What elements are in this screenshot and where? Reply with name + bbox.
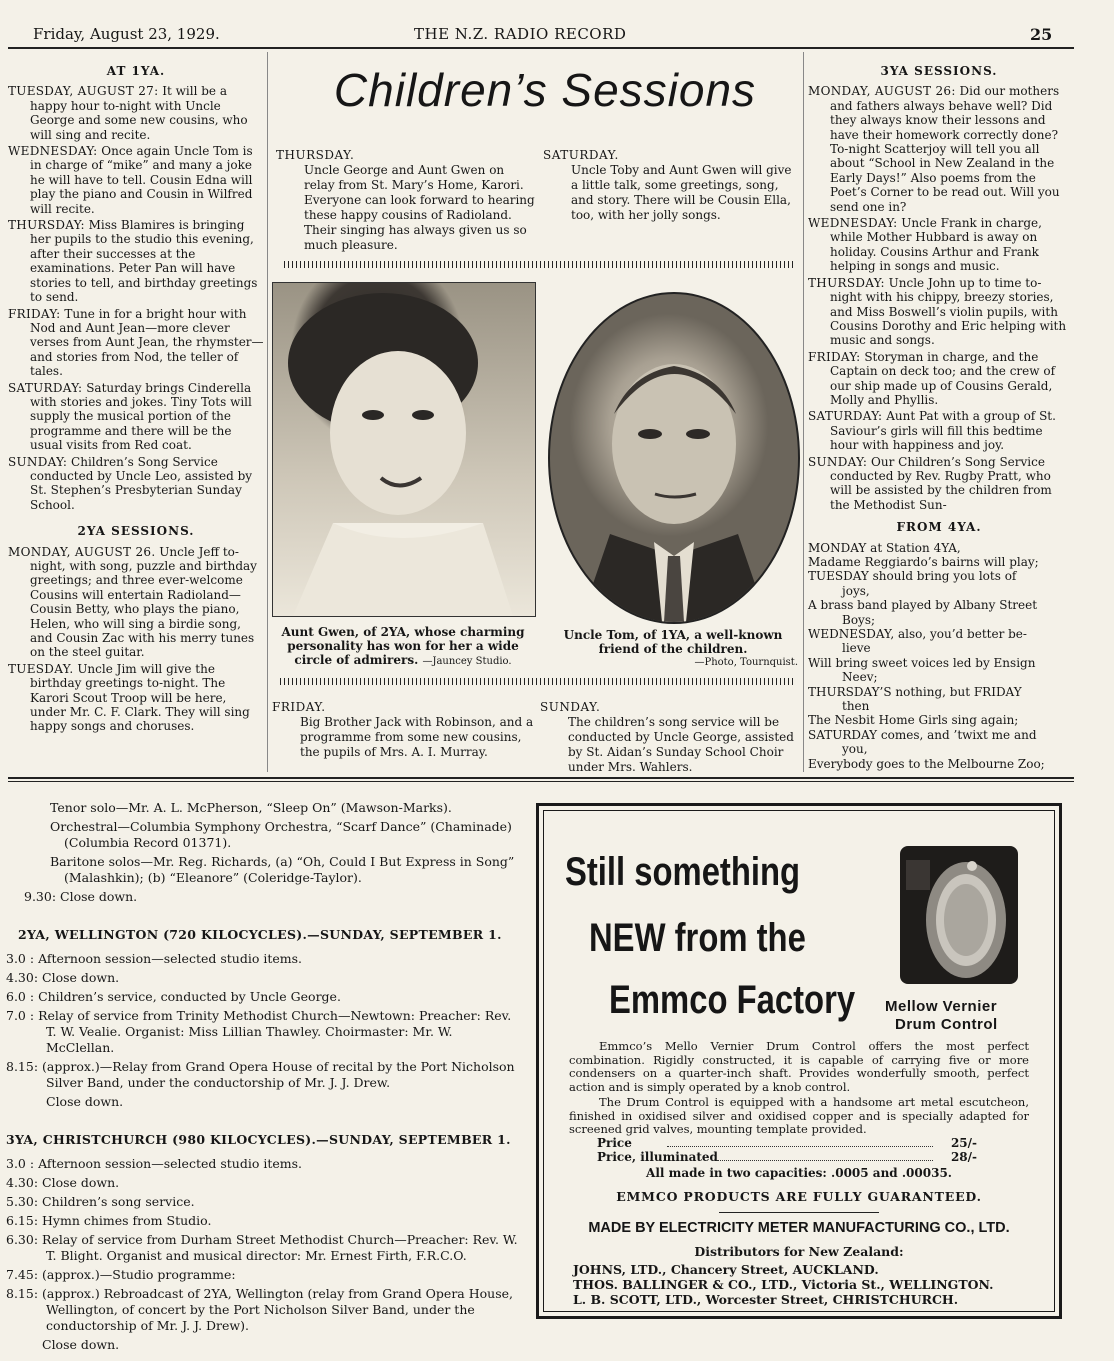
christchurch-items [6, 1156, 524, 1334]
entry-2ya-monday [8, 545, 264, 660]
entry-day: SUNDAY: [8, 454, 68, 469]
row-text: (approx.) Rebroadcast of 2YA, Wellington (relay from Grand Opera House, Wellington, of concert by the Port Nicholson Silver Band, under the conductorship of Mr. J. J. Drew). [42, 1286, 513, 1333]
price-value: 25/- [950, 1136, 977, 1150]
price-illuminated-label: Price, illuminated [597, 1150, 718, 1164]
entry-text: Miss Blamires is bringing her pupils to the studio this evening, after their successes at the examinations. Peter Pan will have stories to tell, and birthday greetings to send. [30, 218, 258, 305]
row-text: Close down. [42, 970, 120, 985]
photo-aunt-gwen [272, 282, 536, 617]
entry-text: Saturday brings Cinderella with stories and jokes. Tiny Tots will supply the musical portion of the programme and there will be the usual visits from Red coat. [30, 380, 252, 453]
entry-3ya-thursday [808, 276, 1070, 348]
entry-text: Children’s Song Service conducted by Uncle Leo, assisted by St. Stephen’s Presbyterian Sunday School. [30, 454, 253, 512]
row-text: Close down. [42, 1175, 120, 1190]
poem-line: Madame Reggiardo’s bairns will play; [808, 555, 1039, 569]
poem-line: Will bring sweet voices led by Ensign [808, 655, 1036, 670]
entry-1ya-wednesday [8, 144, 264, 216]
programme-row [6, 1175, 524, 1191]
entry-text: Uncle John up to time to-night with his chippy, breezy stories, and Miss Boswell’s violin pupils, with Cousins Dorothy and Eric helping with music and songs. [830, 275, 1067, 348]
entry-day: TUESDAY. [8, 661, 74, 676]
aunt-gwen-portrait-icon [273, 283, 535, 616]
caption-text: Uncle Tom, of 1YA, a well-known friend of the children. [563, 628, 783, 656]
programme-row [6, 1267, 524, 1283]
friday-label: FRIDAY. [272, 700, 326, 714]
poem-line: MONDAY at Station 4YA, [808, 540, 961, 555]
entry-day: MONDAY, AUGUST 26. [8, 544, 156, 559]
middle-sunday [540, 700, 802, 775]
right-column [808, 60, 1070, 771]
poem-line: TUESDAY should bring you lots of [808, 569, 1017, 584]
intro-programme-item: Tenor solo—Mr. A. L. McPherson, “Sleep On” (Mawson-Marks). [50, 800, 452, 815]
entry-day: WEDNESDAY: [808, 216, 898, 231]
row-time: 6.15: [6, 1213, 39, 1228]
price-illuminated-row [597, 1150, 977, 1164]
photo-uncle-tom [548, 292, 800, 624]
programme-row [6, 1194, 524, 1210]
ad-headline-2: NEW from the [589, 916, 806, 960]
row-time: 5.30: [6, 1194, 39, 1209]
programme-row [6, 951, 524, 967]
entry-text: Tune in for a bright hour with Nod and Aunt Jean—more clever verses from Aunt Jean, the rhymster—and stories from Nod, the teller of tales. [30, 306, 264, 379]
poem-line: THURSDAY’S nothing, but FRIDAY [808, 684, 1022, 699]
ad-headline-1: Still something [565, 850, 801, 894]
entry-1ya-saturday [8, 381, 264, 453]
entry-day: SATURDAY: [808, 409, 883, 424]
poem-line: The Nesbit Home Girls sing again; [808, 713, 1019, 728]
wellington-close: Close down. [46, 1094, 124, 1109]
row-time: 6.0 : [6, 989, 35, 1004]
ad-product-line-2: Drum Control [895, 1016, 998, 1033]
intro-programme-item: Baritone solos—Mr. Reg. Richards, (a) “Oh, Could I But Express in Song” (Malashkin); (b) “Eleanore” (Coleridge-Taylor). [50, 854, 515, 885]
entry-day: MONDAY, AUGUST 26: [808, 84, 956, 99]
middle-thursday [276, 148, 536, 253]
section-rule-2 [8, 781, 1074, 782]
row-text: (approx.)—Studio programme: [42, 1267, 236, 1282]
intro-programme-item: Orchestral—Columbia Symphony Orchestra, “Scarf Dance” (Chaminade) (Columbia Record 01371). [50, 819, 512, 850]
thursday-text: Uncle George and Aunt Gwen on relay from St. Mary’s Home, Karori. Everyone can look forward to hearing these happy cousins of Radioland. Their singing has always given us so much pleasure. [304, 163, 535, 252]
poem-line: Everybody goes to the Melbourne Zoo; [808, 756, 1045, 771]
wellington-heading: 2YA, WELLINGTON (720 KILOCYCLES).—SUNDAY, SEPTEMBER 1. [18, 927, 502, 942]
programme-row [6, 970, 524, 986]
photo-credit: —Photo, Tournquist. [694, 657, 798, 668]
poem-line: SATURDAY comes, and ’twixt me and [808, 727, 1037, 742]
entry-text: Once again Uncle Tom is in charge of “mike” and many a joke he will have to tell. Cousin Edna will play the piano and Cousin in Wilfred will recite. [30, 144, 253, 216]
ad-divider [719, 1212, 879, 1213]
saturday-label: SATURDAY. [543, 148, 619, 162]
section-rule [8, 777, 1074, 779]
entry-1ya-friday [8, 307, 264, 379]
programme-row [6, 1059, 524, 1091]
entry-text: Uncle Frank in charge, while Mother Hubbard is away on holiday. Cousins Arthur and Frank helping in songs and music. [830, 216, 1042, 274]
row-time: 8.15: [6, 1286, 39, 1301]
ad-body-2: The Drum Control is equipped with a handsome art metal escutcheon, finished in oxidised silver and oxidised copper and is specially adapted for screened grid valves, mounting template provided. [569, 1095, 1029, 1136]
entry-day: WEDNESDAY: [8, 144, 98, 159]
ad-capacities: All made in two capacities: .0005 and .00035. [646, 1166, 952, 1180]
entry-text: It will be a happy hour to-night with Uncle George and some new cousins, who will sing and recite. [30, 84, 248, 142]
entry-text: Uncle Jeff to-night, with song, puzzle and birthday greetings; and three ever-welcome Cousins will entertain Radioland—Cousin Betty, who plays the piano, Helen, who will sing a birdie song, and Cousin Zac with his merry tunes on the steel guitar. [30, 544, 257, 660]
row-text: Relay of service from Durham Street Methodist Church—Preacher: Rev. W. T. Blight. Organist and musical director: Mr. Ernest Firth, F.R.C.O. [42, 1232, 518, 1263]
christchurch-heading: 3YA, CHRISTCHURCH (980 KILOCYCLES).—SUNDAY, SEPTEMBER 1. [6, 1132, 511, 1147]
list-1ya [8, 84, 264, 512]
header-rule [8, 47, 1074, 49]
decorative-hatch-top [284, 261, 796, 268]
entry-text: Uncle Jim will give the birthday greetings to-night. The Karori Scout Troop will be here, under Mr. C. F. Clark. They will sing happy songs and choruses. [30, 661, 250, 734]
caption-text: Aunt Gwen, of 2YA, whose charming personality has won for her a wide circle of admirers. [281, 625, 525, 667]
entry-day: FRIDAY: [808, 349, 861, 364]
entry-text: Our Children’s Song Service conducted by Rev. Rugby Pratt, who will be assisted by the children from the Methodist Sun- [830, 454, 1052, 512]
row-time: 4.30: [6, 970, 39, 985]
price-row [597, 1136, 977, 1150]
programme-row [6, 1156, 524, 1172]
entry-day: THURSDAY: [808, 275, 885, 290]
row-text: Close down. [60, 889, 138, 904]
price-illuminated-value: 28/- [950, 1150, 977, 1164]
saturday-text: Uncle Toby and Aunt Gwen will give a little talk, some greetings, song, and story. There will be Cousin Ella, too, with her jolly songs. [571, 163, 792, 222]
ad-maker: MADE BY ELECTRICITY METER MANUFACTURING CO., LTD. [588, 1220, 1010, 1236]
poem-line: WEDNESDAY, also, you’d better be- [808, 627, 1027, 642]
distributor-line: JOHNS, LTD., Chancery Street, AUCKLAND. [573, 1262, 879, 1277]
row-time: 3.0 : [6, 951, 35, 966]
distributor-line: L. B. SCOTT, LTD., Worcester Street, CHRISTCHURCH. [573, 1292, 959, 1307]
entry-3ya-monday [808, 84, 1070, 214]
caption-uncle-tom [548, 628, 798, 670]
uncle-tom-portrait-icon [550, 294, 798, 622]
entry-day: FRIDAY: [8, 306, 61, 321]
publication-name: THE N.Z. RADIO RECORD [414, 25, 627, 43]
entry-text: Storyman in charge, and the Captain on deck too; and the crew of our ship made up of Cousins Gerald, Molly and Phyllis. [830, 349, 1056, 407]
poem-line: lieve [842, 641, 871, 656]
entry-1ya-tuesday [8, 84, 264, 142]
intro-close-row [6, 889, 524, 905]
intro-items [6, 800, 524, 886]
heading-3ya: 3YA SESSIONS. [880, 64, 998, 78]
caption-aunt-gwen [272, 625, 534, 669]
programme-row [6, 1286, 524, 1334]
row-text: Relay of service from Trinity Methodist Church—Newtown: Preacher: Rev. T. W. Vealie. Organist: Miss Lillian Thawley. Choirmaster: Mr. W. McClellan. [38, 1008, 512, 1055]
poem-line: you, [842, 742, 868, 757]
drum-control-icon [894, 832, 1024, 990]
row-time: 4.30: [6, 1175, 39, 1190]
row-time: 9.30: [24, 889, 57, 904]
entry-day: SUNDAY: [808, 454, 868, 469]
ad-distributors-heading: Distributors for New Zealand: [694, 1244, 904, 1259]
row-time: 8.15: [6, 1059, 39, 1074]
left-column [8, 60, 264, 736]
row-text: Hymn chimes from Studio. [42, 1213, 212, 1228]
entry-day: SATURDAY: [8, 380, 83, 395]
sunday-label: SUNDAY. [540, 700, 601, 714]
friday-text: Big Brother Jack with Robinson, and a programme from some new cousins, the pupils of Mrs. A. I. Murray. [300, 715, 534, 759]
ad-product-line-1: Mellow Vernier [885, 998, 998, 1015]
sunday-text: The children’s song service will be conducted by Uncle George, assisted by St. Aidan’s Sunday School Choir under Mrs. Wahlers. [568, 715, 794, 774]
heading-2ya: 2YA SESSIONS. [77, 524, 195, 539]
row-text: Children’s service, conducted by Uncle George. [38, 989, 341, 1004]
column-rule-right [803, 52, 804, 772]
entry-3ya-wednesday [808, 216, 1070, 274]
thursday-label: THURSDAY. [276, 148, 355, 162]
row-time: 6.30: [6, 1232, 39, 1247]
row-text: Afternoon session—selected studio items. [38, 1156, 302, 1171]
programme-listings [6, 800, 524, 1353]
column-rule-left [267, 52, 268, 772]
issue-date: Friday, August 23, 1929. [33, 25, 220, 43]
ad-guarantee: EMMCO PRODUCTS ARE FULLY GUARANTEED. [616, 1189, 982, 1204]
christchurch-close: Close down. [42, 1337, 120, 1352]
poem-line: Boys; [842, 612, 876, 627]
price-leader [667, 1146, 933, 1147]
entry-text: Did our mothers and fathers always behave well? Did they always know their lessons and have their homework correctly done? To-night Scatterjoy will tell you all about “School in New Zealand in the Early Days!” Also poems from the Poet’s Corner to be read out. Will you send one in? [830, 84, 1060, 214]
photo-credit: —Jauncey Studio. [422, 656, 512, 667]
middle-saturday [543, 148, 801, 223]
price-label: Price [597, 1136, 632, 1150]
ad-headline-3: Emmco Factory [609, 978, 856, 1022]
entry-text: Aunt Pat with a group of St. Saviour’s girls will fill this bedtime hour with happiness and joy. [830, 409, 1056, 453]
ad-distributors [573, 1262, 1043, 1307]
distributor-line: THOS. BALLINGER & CO., LTD., Victoria St., WELLINGTON. [573, 1277, 994, 1292]
page-title: Children’s Sessions [333, 64, 757, 116]
row-text: (approx.)—Relay from Grand Opera House of recital by the Port Nicholson Silver Band, under the conductorship of Mr. J. J. Drew. [42, 1059, 515, 1090]
row-text: Afternoon session—selected studio items. [38, 951, 302, 966]
price-illuminated-leader [717, 1160, 933, 1161]
entry-1ya-thursday [8, 218, 264, 304]
ad-body-1: Emmco’s Mello Vernier Drum Control offers the most perfect combination. Rigidly constructed, it is capable of carrying five or more condensers on a quarter-inch shaft. Provides wonderfully smooth, perfect action and is simply operated by a knob control. [569, 1039, 1029, 1094]
page-number: 25 [1030, 25, 1053, 44]
row-text: Children’s song service. [42, 1194, 195, 1209]
poem-line: Neev; [842, 670, 878, 685]
entry-1ya-sunday [8, 455, 264, 513]
poem-4ya [808, 541, 1070, 772]
entry-day: THURSDAY: [8, 218, 85, 233]
programme-row [6, 1008, 524, 1056]
decorative-hatch-bottom [280, 678, 794, 685]
poem-line: then [842, 699, 870, 714]
entry-2ya-tuesday [8, 662, 264, 734]
programme-row [6, 1232, 524, 1264]
row-time: 7.45: [6, 1267, 39, 1282]
heading-4ya: FROM 4YA. [896, 520, 982, 535]
entry-3ya-sunday [808, 455, 1070, 513]
programme-row [6, 1213, 524, 1229]
poem-line: A brass band played by Albany Street [808, 598, 1038, 613]
wellington-items [6, 951, 524, 1091]
poem-line: joys, [842, 583, 870, 598]
row-time: 3.0 : [6, 1156, 35, 1171]
programme-row [6, 989, 524, 1005]
emmco-advertisement [536, 803, 1062, 1319]
heading-1ya: AT 1YA. [106, 64, 166, 78]
entry-3ya-saturday [808, 409, 1070, 452]
entry-day: TUESDAY, AUGUST 27: [8, 84, 159, 99]
entry-3ya-friday [808, 350, 1070, 408]
row-time: 7.0 : [6, 1008, 35, 1023]
middle-friday [272, 700, 534, 760]
